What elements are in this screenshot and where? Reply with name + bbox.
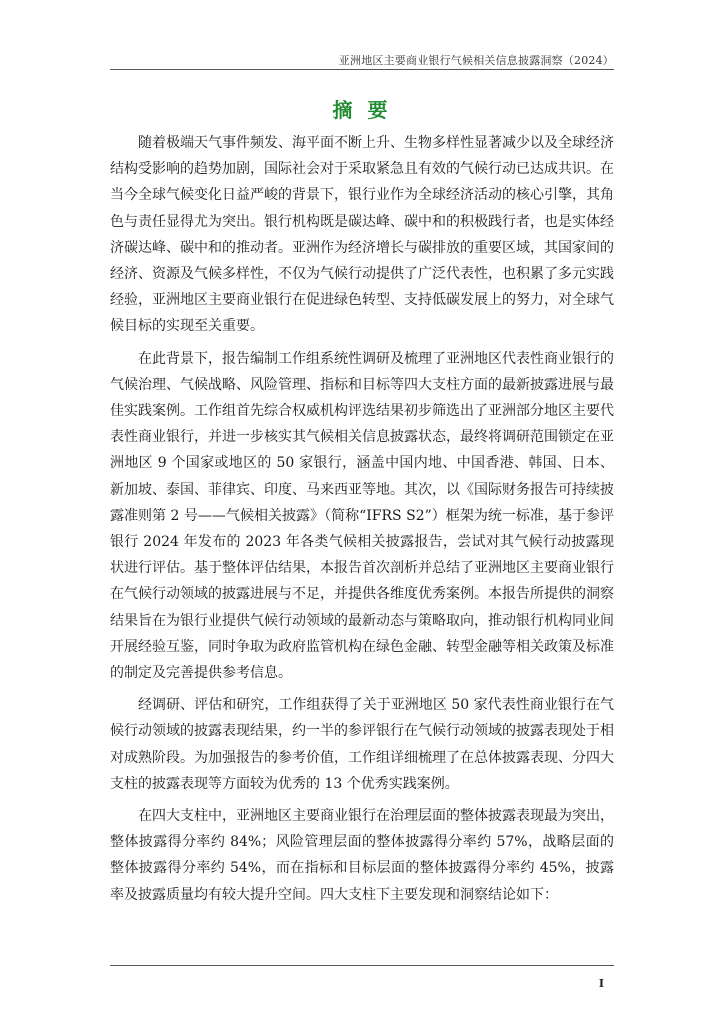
footer-divider bbox=[110, 965, 614, 966]
paragraph: 在四大支柱中，亚洲地区主要商业银行在治理层面的整体披露表现最为突出，整体披露得分率约 84%；风险管理层面的整体披露得分率约 57%，战略层面的整体披露得分率约 54%，而在指标和目标层面的整体披露得分率约 45%，披露率及披露质量均有较大提升空间。四大支柱下主要发现和洞察结论如下： bbox=[110, 808, 614, 903]
paragraph: 随着极端天气事件频发、海平面不断上升、生物多样性显著减少以及全球经济结构受影响的趋势加剧，国际社会对于采取紧急且有效的气候行动已达成共识。在当今全球气候变化日益严峻的背景下，银行业作为全球经济活动的核心引擎，其角色与责任显得尤为突出。银行机构既是碳达峰、碳中和的积极践行者，也是实体经济碳达峰、碳中和的推动者。亚洲作为经济增长与碳排放的重要区域，其国家间的经济、资源及气候多样性，不仅为气候行动提供了广泛代表性，也积累了多元实践经验，亚洲地区主要商业银行在促进绿色转型、支持低碳发展上的努力，对全球气候目标的实现至关重要。 bbox=[110, 135, 614, 335]
body-text bbox=[110, 130, 614, 914]
header-divider bbox=[110, 69, 614, 70]
paragraph: 在此背景下，报告编制工作组系统性调研及梳理了亚洲地区代表性商业银行的气候治理、气候战略、风险管理、指标和目标等四大支柱方面的最新披露进展与最佳实践案例。工作组首先综合权威机构评选结果初步筛选出了亚洲部分地区主要代表性商业银行，并进一步核实其气候相关信息披露状态，最终将调研范围锁定在亚洲地区 9 个国家或地区的 50 家银行，涵盖中国内地、中国香港、韩国、日本、新加坡、泰国、菲律宾、印度、马来西亚等地。其次，以《国际财务报告可持续披露准则第 2 号——气候相关披露》（简称“IFRS S2”）框架为统一标准，基于参评银行 2024 年发布的 2023 年各类气候相关披露报告，尝试对其气候行动披露现状进行评估。基于整体评估结果，本报告首次剖析并总结了亚洲地区主要商业银行在气候行动领域的披露进展与不足，并提供各维度优秀案例。本报告所提供的洞察结果旨在为银行业提供气候行动领域的最新动态与策略取向，推动银行机构同业间开展经验互鉴，同时争取为政府监管机构在绿色金融、转型金融等相关政策及标准的制定及完善提供参考信息。 bbox=[110, 350, 614, 682]
paragraph: 经调研、评估和研究，工作组获得了关于亚洲地区 50 家代表性商业银行在气候行动领域的披露表现结果，约一半的参评银行在气候行动领域的披露表现处于相对成熟阶段。为加强报告的参考价值，工作组详细梳理了在总体披露表现、分四大支柱的披露表现等方面较为优秀的 13 个优秀实践案例。 bbox=[110, 697, 614, 792]
page-number: I bbox=[598, 977, 604, 990]
running-header: 亚洲地区主要商业银行气候相关信息披露洞察（2024） bbox=[338, 54, 614, 67]
page-title: 摘 要 bbox=[332, 98, 392, 122]
